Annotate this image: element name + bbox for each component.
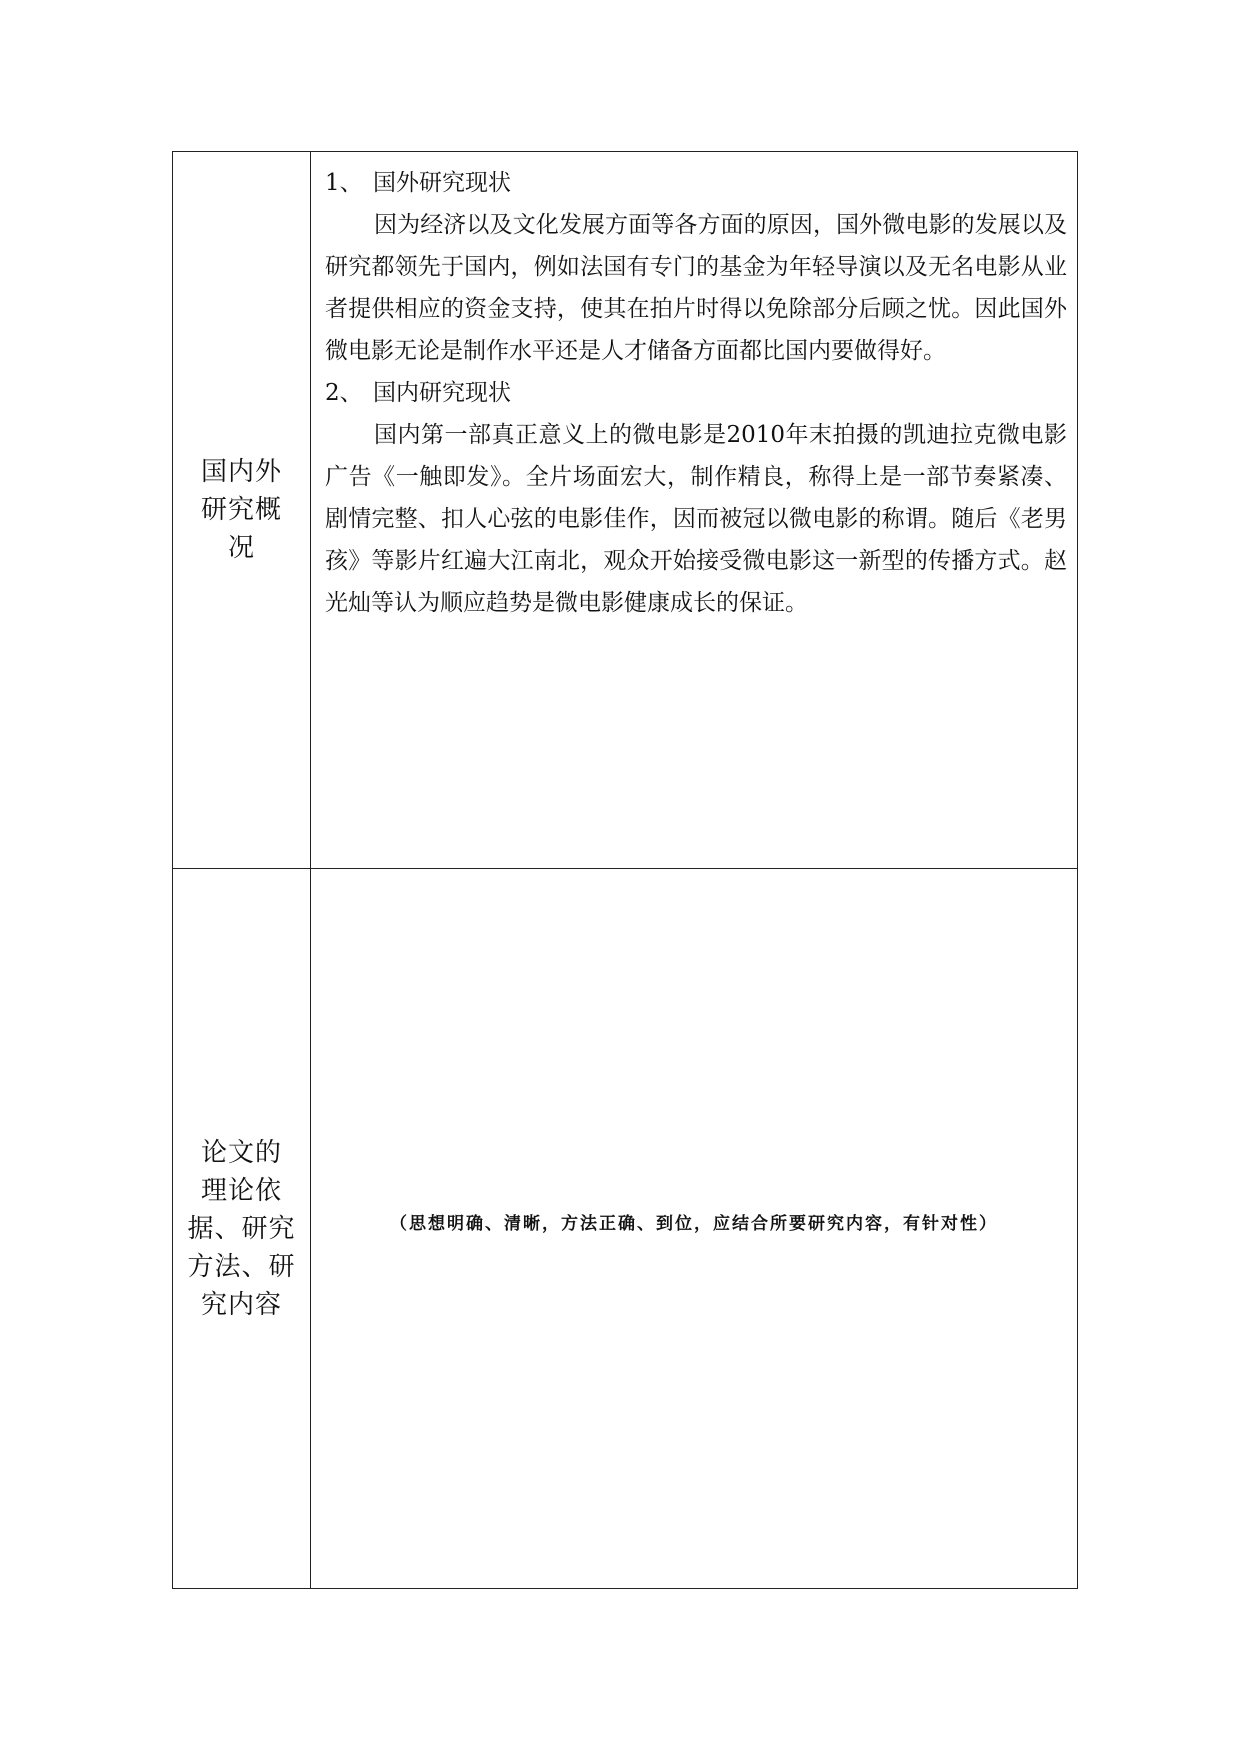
research-overview-label bbox=[182, 453, 302, 567]
label-line: 据、研究 bbox=[187, 1213, 296, 1244]
section-title: 国外研究现状 bbox=[373, 170, 511, 196]
section-title: 国内研究现状 bbox=[373, 380, 511, 406]
label-line: 究内容 bbox=[200, 1289, 282, 1320]
research-overview-label-cell bbox=[173, 152, 311, 868]
label-line: 研究概 bbox=[200, 495, 282, 525]
theory-method-content bbox=[311, 869, 1077, 1588]
section-paragraph-foreign: 因为经济以及文化发展方面等各方面的原因，国外微电影的发展以及研究都领先于国内，例如法国有专门的基金为年轻导演以及无名电影从业者提供相应的资金支持，使其在拍片时得以免除部分后顾之忧。因此国外微电影无论是制作水平还是人才储备方面都比国内要做得好。 bbox=[325, 212, 1067, 364]
research-overview-content bbox=[311, 152, 1077, 868]
label-line: 理论依 bbox=[200, 1175, 282, 1206]
label-line: 论文的 bbox=[200, 1137, 282, 1168]
label-line: 况 bbox=[227, 533, 255, 563]
section-heading-domestic bbox=[325, 372, 1067, 414]
label-line: 方法、研 bbox=[187, 1251, 296, 1282]
proposal-form-table bbox=[172, 151, 1078, 1589]
label-line: 国内外 bbox=[200, 457, 282, 487]
instruction-hint: （思想明确、清晰，方法正确、到位，应结合所要研究内容，有针对性） bbox=[390, 1213, 998, 1234]
research-overview-row bbox=[173, 152, 1077, 869]
theory-method-label bbox=[182, 1134, 302, 1324]
section-paragraph-domestic: 国内第一部真正意义上的微电影是2010年末拍摄的凯迪拉克微电影广告《一触即发》。全片场面宏大，制作精良，称得上是一部节奏紧凑、剧情完整、扣人心弦的电影佳作，因而被冠以微电影的称谓。随后《老男孩》等影片红遍大江南北，观众开始接受微电影这一新型的传播方式。赵光灿等认为顺应趋势是微电影健康成长的保证。 bbox=[325, 422, 1067, 616]
section-number: 2、 bbox=[325, 380, 363, 406]
theory-method-label-cell bbox=[173, 869, 311, 1588]
section-heading-foreign bbox=[325, 162, 1067, 204]
section-number: 1、 bbox=[325, 170, 363, 196]
theory-method-row bbox=[173, 869, 1077, 1588]
